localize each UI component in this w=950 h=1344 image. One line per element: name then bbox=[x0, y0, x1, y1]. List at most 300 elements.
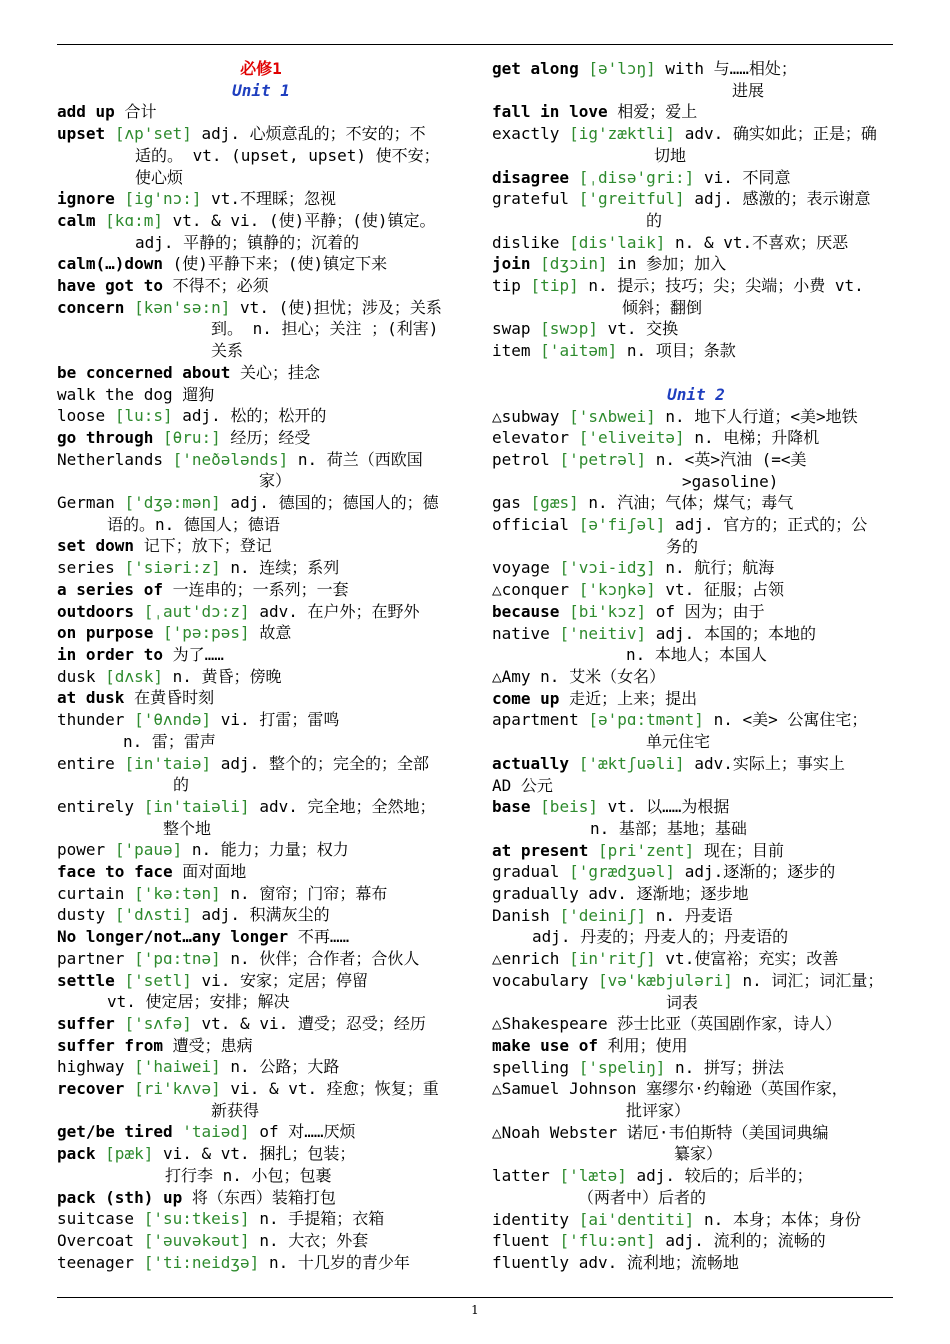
definition: 不再…… bbox=[297, 927, 350, 947]
phonetic: [pæk] bbox=[105, 1144, 154, 1164]
phonetic: ['neitiv] bbox=[559, 623, 647, 643]
phonetic: [ig'nɔ:] bbox=[124, 189, 202, 209]
headword: loose bbox=[57, 406, 106, 426]
phonetic: [dis'laik] bbox=[569, 232, 666, 252]
headword: suffer bbox=[57, 1013, 115, 1033]
definition-continued: n. 雷；雷声 bbox=[123, 731, 216, 751]
definition: n. 汽油；气体；煤气；毒气 bbox=[588, 493, 794, 513]
definition: vt. & vi. (使)平静；(使)镇定。 bbox=[172, 210, 436, 230]
definition: of 因为；由于 bbox=[655, 601, 765, 621]
headword: Danish bbox=[492, 905, 550, 925]
vocab-entry bbox=[492, 623, 900, 666]
vocab-entry bbox=[57, 449, 465, 492]
definition-continued: 新获得 bbox=[211, 1100, 260, 1120]
headword: entirely bbox=[57, 796, 135, 816]
headword: △subway bbox=[492, 406, 560, 426]
definition: adj. 整个的；完全的；全部 bbox=[220, 753, 429, 773]
phonetic: ['haiwei] bbox=[134, 1057, 221, 1077]
phonetic: ['setl] bbox=[124, 970, 192, 990]
phonetic: ['dʒə:mən] bbox=[124, 493, 221, 513]
definition: vi. & vt. 痊愈；恢复；重 bbox=[230, 1079, 439, 1099]
phonetic: [gæs] bbox=[530, 493, 579, 513]
headword: fluent bbox=[492, 1231, 550, 1251]
headword: have got to bbox=[57, 276, 163, 296]
phonetic: ['deiniʃ] bbox=[559, 905, 647, 925]
definition: 在黄昏时刻 bbox=[134, 688, 215, 708]
definition: adj. 松的；松开的 bbox=[182, 406, 327, 426]
definition: 利用；使用 bbox=[607, 1035, 688, 1055]
phonetic: ['kɔŋkə] bbox=[578, 580, 656, 600]
definition: n. 伙伴；合作者；合伙人 bbox=[230, 948, 420, 968]
phonetic: [ə'pɑ:tmənt] bbox=[588, 710, 704, 730]
headword: latter bbox=[492, 1166, 550, 1186]
definition-continued: 打行李 n. 小包；包裹 bbox=[165, 1165, 332, 1185]
vocab-entry bbox=[492, 557, 900, 579]
right-column bbox=[492, 58, 900, 1274]
definition-continued: 进展 bbox=[732, 80, 765, 100]
definition: vt. 征服；占领 bbox=[665, 580, 784, 600]
headword: outdoors bbox=[57, 601, 135, 621]
vocab-entry bbox=[492, 1057, 900, 1079]
definition: adv. 完全地；全然地； bbox=[259, 796, 436, 816]
vocab-entry bbox=[492, 275, 900, 318]
definition: adj. 官方的；正式的；公 bbox=[675, 515, 868, 535]
vocab-entry bbox=[57, 926, 465, 948]
headword: concern bbox=[57, 297, 125, 317]
definition: n. 能力；力量；权力 bbox=[191, 840, 349, 860]
definition: 公元 bbox=[520, 775, 553, 795]
definition: 相爱；爱上 bbox=[617, 102, 698, 122]
phonetic: ['grædʒuəl] bbox=[569, 862, 676, 882]
definition: n. 连续；系列 bbox=[230, 558, 340, 578]
definition: vi. 不同意 bbox=[703, 167, 791, 187]
headword: official bbox=[492, 515, 570, 535]
headword: actually bbox=[492, 753, 570, 773]
definition-continued: 批评家） bbox=[626, 1101, 691, 1121]
bottom-rule bbox=[57, 1297, 893, 1298]
vocab-entry bbox=[57, 1252, 465, 1274]
vocab-entry bbox=[57, 948, 465, 970]
headword: pack bbox=[57, 1144, 96, 1164]
definition: vi. 安家；定居；停留 bbox=[201, 970, 369, 990]
vocab-entry bbox=[57, 709, 465, 752]
headword: apartment bbox=[492, 710, 579, 730]
vocab-entry bbox=[492, 427, 900, 449]
definition: 面对面地 bbox=[182, 862, 247, 882]
definition: n. 本身；本体；身份 bbox=[703, 1209, 861, 1229]
vocab-entry bbox=[492, 796, 900, 839]
vocab-entry bbox=[57, 253, 465, 275]
headword: △Samuel Johnson bbox=[492, 1079, 637, 1099]
headword: highway bbox=[57, 1057, 125, 1077]
vocab-entry bbox=[57, 1187, 465, 1209]
vocab-entry bbox=[492, 1035, 900, 1057]
vocab-entry bbox=[57, 1035, 465, 1057]
definition-continued: n. 基部；基地；基础 bbox=[590, 818, 747, 838]
phonetic: [bi'kɔz] bbox=[569, 601, 647, 621]
vocab-entry bbox=[57, 753, 465, 796]
vocab-entry bbox=[492, 1122, 900, 1165]
phonetic: [lu:s] bbox=[114, 406, 173, 426]
section-spacer bbox=[492, 362, 900, 384]
definition: n. <英>汽油 (=<美 bbox=[655, 449, 807, 469]
vocab-entry bbox=[57, 904, 465, 926]
definition: adj. 感激的；表示谢意 bbox=[694, 189, 871, 209]
definition: n. 荷兰（西欧国 bbox=[297, 449, 423, 469]
vocab-entry bbox=[492, 579, 900, 601]
definition: n. 航行；航海 bbox=[665, 558, 775, 578]
definition-continued: 关系 bbox=[211, 341, 244, 361]
vocab-entry bbox=[492, 123, 900, 166]
definition: in 参加；加入 bbox=[617, 254, 727, 274]
definition: vi. & vt. 捆扎；包装； bbox=[162, 1144, 356, 1164]
definition: 记下；放下；登记 bbox=[143, 536, 272, 556]
phonetic: ['aitəm] bbox=[540, 341, 618, 361]
definition: n. 黄昏；傍晚 bbox=[172, 666, 282, 686]
headword: recover bbox=[57, 1079, 125, 1099]
headword: because bbox=[492, 601, 560, 621]
vocab-entry bbox=[492, 688, 900, 710]
vocab-entry bbox=[57, 666, 465, 688]
vocab-entry bbox=[57, 1078, 465, 1121]
definition: 走近；上来；提出 bbox=[569, 688, 698, 708]
vocab-entry bbox=[492, 406, 900, 428]
vocab-entry bbox=[57, 1056, 465, 1078]
vocab-entry bbox=[492, 1013, 900, 1035]
vocab-entry bbox=[57, 1121, 465, 1143]
phonetic: ['pɑ:tnə] bbox=[134, 948, 221, 968]
vocab-entry bbox=[57, 384, 465, 406]
phonetic: [ˌaut'dɔ:z] bbox=[143, 601, 250, 621]
phonetic: ['flu:ənt] bbox=[559, 1231, 656, 1251]
vocab-entry bbox=[57, 362, 465, 384]
headword: come up bbox=[492, 688, 560, 708]
definition: 塞缪尔·约翰逊（英国作家， bbox=[646, 1079, 848, 1099]
headword: exactly bbox=[492, 124, 560, 144]
vocab-entry bbox=[492, 666, 900, 688]
vocab-entry bbox=[492, 514, 900, 557]
definition: n. 大衣；外套 bbox=[259, 1230, 369, 1250]
definition-continued: 家） bbox=[259, 471, 292, 491]
phonetic: [θru:] bbox=[162, 427, 221, 447]
definition: n. 十几岁的青少年 bbox=[268, 1252, 410, 1272]
definition: n. 丹麦语 bbox=[655, 905, 733, 925]
definition: n. 手提箱；衣箱 bbox=[259, 1209, 385, 1229]
definition: adj. 心烦意乱的；不安的；不 bbox=[201, 124, 426, 144]
headword: dusk bbox=[57, 666, 96, 686]
vocab-entry bbox=[57, 427, 465, 449]
unit-1-heading: Unit 1 bbox=[232, 80, 290, 100]
vocab-entry bbox=[57, 861, 465, 883]
definition: vt. & vi. 遭受；忍受；经历 bbox=[201, 1013, 426, 1033]
vocab-entry bbox=[492, 1078, 900, 1121]
headword: in order to bbox=[57, 644, 163, 664]
headword: face to face bbox=[57, 862, 173, 882]
definition-continued: 到。 n. 担心；关注 ；(利害) bbox=[211, 319, 439, 339]
vocab-entry bbox=[492, 58, 900, 101]
definition: 遛狗 bbox=[182, 384, 215, 404]
headword: suffer from bbox=[57, 1035, 163, 1055]
vocab-entry bbox=[492, 905, 900, 948]
definition: n. 地下人行道；<美>地铁 bbox=[665, 406, 858, 426]
definition-continued: adj. 丹麦的；丹麦人的；丹麦语的 bbox=[532, 927, 789, 947]
vocab-entry bbox=[57, 275, 465, 297]
headword: suitcase bbox=[57, 1209, 135, 1229]
definition: vt. (使)担忧；涉及；关系 bbox=[240, 297, 442, 317]
definition: 故意 bbox=[259, 623, 292, 643]
headword: Netherlands bbox=[57, 449, 163, 469]
phonetic: [ig'zæktli] bbox=[569, 124, 676, 144]
vocab-entry bbox=[57, 1013, 465, 1035]
headword: swap bbox=[492, 319, 531, 339]
phonetic: [ə'lɔŋ] bbox=[588, 59, 656, 78]
definition-continued: 纂家） bbox=[674, 1144, 723, 1164]
definition: adv. 流利地；流畅地 bbox=[578, 1252, 739, 1272]
phonetic: [ri'kʌvə] bbox=[134, 1079, 221, 1099]
phonetic: [kɑ:m] bbox=[105, 210, 163, 230]
definition: of 对……厌烦 bbox=[259, 1122, 356, 1142]
vocab-entry bbox=[57, 883, 465, 905]
phonetic: [dʌsk] bbox=[105, 666, 163, 686]
phonetic: ['speliŋ] bbox=[578, 1057, 666, 1077]
page-number: 1 bbox=[471, 1303, 479, 1317]
headword: tip bbox=[492, 276, 521, 296]
headword: go through bbox=[57, 427, 154, 447]
phonetic: ['petrəl] bbox=[559, 449, 647, 469]
headword: △Amy bbox=[492, 666, 531, 686]
headword: thunder bbox=[57, 710, 125, 730]
phonetic: 'taiəd] bbox=[182, 1122, 250, 1142]
vocab-entry bbox=[492, 232, 900, 254]
vocab-entry bbox=[492, 1230, 900, 1252]
headword: grateful bbox=[492, 189, 570, 209]
definition: n. & vt.不喜欢；厌恶 bbox=[675, 232, 849, 252]
book-heading: 必修1 bbox=[240, 59, 282, 78]
headword: △conquer bbox=[492, 580, 570, 600]
headword: fall in love bbox=[492, 102, 608, 122]
definition: adj. 积满灰尘的 bbox=[201, 905, 330, 925]
definition: 莎士比亚（英国剧作家，诗人） bbox=[617, 1014, 842, 1034]
vocab-entry bbox=[57, 579, 465, 601]
definition: with 与……相处； bbox=[665, 59, 797, 78]
phonetic: ['eliveitə] bbox=[578, 428, 685, 448]
definition: vt.使富裕；充实；改善 bbox=[665, 949, 839, 969]
headword: △Shakespeare bbox=[492, 1014, 608, 1034]
headword: gas bbox=[492, 493, 521, 513]
headword: calm bbox=[57, 210, 96, 230]
vocab-entry bbox=[57, 297, 465, 362]
vocab-entry bbox=[492, 970, 900, 1013]
definition: adj. 德国的；德国人的；德 bbox=[230, 493, 439, 513]
definition-continued: 适的。 vt. (upset, upset) 使不安； bbox=[135, 145, 440, 165]
vocab-entry bbox=[57, 535, 465, 557]
vocab-entry bbox=[492, 167, 900, 189]
phonetic: [tip] bbox=[530, 276, 579, 296]
vocab-entry bbox=[492, 861, 900, 883]
definition: vt. 交换 bbox=[607, 319, 679, 339]
definition-continued: 使心烦 bbox=[135, 167, 184, 187]
vocab-entry bbox=[57, 188, 465, 210]
vocab-entry bbox=[57, 970, 465, 1013]
headword: get along bbox=[492, 59, 579, 78]
vocab-entry bbox=[57, 405, 465, 427]
left-column bbox=[57, 58, 465, 1273]
headword: walk the dog bbox=[57, 384, 173, 404]
headword: curtain bbox=[57, 883, 125, 903]
headword: △enrich bbox=[492, 949, 560, 969]
definition: n. 窗帘；门帘；幕布 bbox=[230, 883, 388, 903]
phonetic: [ə'fiʃəl] bbox=[578, 515, 666, 535]
vocab-entry bbox=[492, 840, 900, 862]
vocab-entry bbox=[57, 1143, 465, 1186]
phonetic: ['sʌfə] bbox=[124, 1013, 192, 1033]
vocab-entry bbox=[57, 123, 465, 188]
phonetic: ['lætə] bbox=[559, 1166, 627, 1186]
definition: 经历；经受 bbox=[230, 427, 311, 447]
phonetic: [kən'sə:n] bbox=[134, 297, 231, 317]
headword: entire bbox=[57, 753, 115, 773]
definition: 现在；目前 bbox=[703, 840, 784, 860]
vocab-entry bbox=[492, 1252, 900, 1274]
phonetic: ['siəri:z] bbox=[124, 558, 221, 578]
headword: base bbox=[492, 797, 531, 817]
phonetic: [pri'zent] bbox=[597, 840, 695, 860]
definition-continued: vt. 使定居；安排；解决 bbox=[107, 992, 290, 1012]
phonetic: [ʌp'set] bbox=[114, 124, 192, 144]
vocab-entry bbox=[492, 492, 900, 514]
vocab-entry bbox=[57, 601, 465, 623]
vocab-entry bbox=[492, 449, 900, 492]
headword: identity bbox=[492, 1209, 570, 1229]
headword: a series of bbox=[57, 579, 163, 599]
headword: be concerned about bbox=[57, 362, 231, 382]
definition-continued: 的 bbox=[646, 210, 663, 230]
phonetic: ['vɔi-idʒ] bbox=[559, 558, 656, 578]
phonetic: [swɔp] bbox=[540, 319, 598, 339]
definition: 遭受；患病 bbox=[172, 1035, 253, 1055]
headword: △Noah Webster bbox=[492, 1122, 618, 1142]
headword: dusty bbox=[57, 905, 106, 925]
definition-continued: 切地 bbox=[654, 145, 687, 165]
vocab-entry bbox=[492, 709, 900, 752]
definition: n. 提示；技巧；尖；尖端；小费 vt. bbox=[588, 276, 864, 296]
headword: vocabulary bbox=[492, 970, 589, 990]
definition: adj.逐渐的；逐步的 bbox=[684, 862, 836, 882]
phonetic: ['greitful] bbox=[578, 189, 685, 209]
vocab-entry bbox=[57, 622, 465, 644]
headword: power bbox=[57, 840, 106, 860]
vocab-list-unit-1-continued bbox=[492, 58, 900, 362]
definition-continued: adj. 平静的；镇静的；沉着的 bbox=[135, 232, 360, 252]
definition-continued: （两者中）后者的 bbox=[578, 1187, 707, 1207]
headword: at dusk bbox=[57, 688, 125, 708]
vocab-entry bbox=[57, 839, 465, 861]
definition: (使)平静下来；(使)镇定下来 bbox=[172, 254, 388, 274]
phonetic: ['neðələnds] bbox=[172, 449, 289, 469]
headword: join bbox=[492, 254, 531, 274]
phonetic: [ai'dentiti] bbox=[578, 1209, 695, 1229]
vocab-entry bbox=[57, 687, 465, 709]
definition: adv. 确实如此；正是；确 bbox=[684, 124, 877, 144]
definition: vt. 以……为根据 bbox=[607, 797, 730, 817]
definition: n. 拼写；拼法 bbox=[675, 1057, 784, 1077]
headword: ignore bbox=[57, 189, 115, 209]
headword: petrol bbox=[492, 449, 550, 469]
vocab-entry bbox=[57, 101, 465, 123]
phonetic: [ˌdisə'gri:] bbox=[578, 167, 695, 187]
definition: 不得不；必须 bbox=[172, 276, 269, 296]
vocab-entry bbox=[57, 1230, 465, 1252]
headword: native bbox=[492, 623, 550, 643]
definition: 合计 bbox=[124, 102, 157, 122]
headword: series bbox=[57, 558, 115, 578]
phonetic: ['kə:tən] bbox=[134, 883, 221, 903]
vocab-list-unit-2 bbox=[492, 406, 900, 1274]
definition: vt.不理睬；忽视 bbox=[211, 189, 337, 209]
definition: vi. 打雷；雷鸣 bbox=[220, 710, 340, 730]
vocab-list-unit-1 bbox=[57, 101, 465, 1273]
definition-continued: 务的 bbox=[666, 536, 699, 556]
phonetic: ['pə:pəs] bbox=[162, 623, 250, 643]
headword: No longer/not…any longer bbox=[57, 927, 289, 947]
headword: make use of bbox=[492, 1035, 598, 1055]
headword: dislike bbox=[492, 232, 560, 252]
vocab-entry bbox=[492, 253, 900, 275]
headword: upset bbox=[57, 124, 106, 144]
headword: item bbox=[492, 341, 531, 361]
definition: n. 项目；条款 bbox=[626, 341, 736, 361]
vocab-entry bbox=[57, 1208, 465, 1230]
vocab-entry bbox=[492, 775, 900, 797]
vocab-entry bbox=[57, 644, 465, 666]
phonetic: [in'taiəli] bbox=[143, 796, 250, 816]
definition: n. 电梯；升降机 bbox=[694, 428, 820, 448]
vocab-entry bbox=[492, 1209, 900, 1231]
phonetic: ['æktʃuəli] bbox=[578, 753, 685, 773]
definition: adv.实际上；事实上 bbox=[694, 753, 845, 773]
headword: add up bbox=[57, 102, 115, 122]
headword: teenager bbox=[57, 1252, 135, 1272]
phonetic: ['su:tkeis] bbox=[143, 1209, 250, 1229]
vocab-entry bbox=[492, 883, 900, 905]
definition: adv. 逐渐地；逐步地 bbox=[588, 884, 749, 904]
definition: n. 公路；大路 bbox=[230, 1057, 340, 1077]
definition-continued: 倾斜；翻倒 bbox=[622, 297, 703, 317]
vocab-entry bbox=[492, 753, 900, 775]
phonetic: ['sʌbwei] bbox=[569, 406, 656, 426]
phonetic: ['ti:neidʒə] bbox=[143, 1252, 260, 1272]
definition: adj. 较后的；后半的； bbox=[636, 1166, 813, 1186]
headword: settle bbox=[57, 970, 115, 990]
definition: 诺厄·韦伯斯特（美国词典编 bbox=[626, 1122, 829, 1142]
phonetic: [beis] bbox=[540, 797, 598, 817]
vocab-entry bbox=[492, 948, 900, 970]
definition: 一连串的；一系列；一套 bbox=[172, 579, 349, 599]
headword: on purpose bbox=[57, 623, 154, 643]
phonetic: ['pauə] bbox=[114, 840, 183, 860]
headword: partner bbox=[57, 948, 125, 968]
vocab-entry bbox=[492, 101, 900, 123]
definition: n. 艾米（女名） bbox=[540, 666, 666, 686]
definition-continued: 的 bbox=[173, 775, 190, 795]
definition-continued: 整个地 bbox=[163, 818, 212, 838]
vocab-entry bbox=[57, 210, 465, 253]
headword: spelling bbox=[492, 1057, 570, 1077]
definition: adj. 本国的；本地的 bbox=[655, 623, 816, 643]
definition: adj. 流利的；流畅的 bbox=[665, 1231, 826, 1251]
headword: get/be tired bbox=[57, 1122, 173, 1142]
definition: n. 词汇；词汇量； bbox=[742, 970, 884, 990]
